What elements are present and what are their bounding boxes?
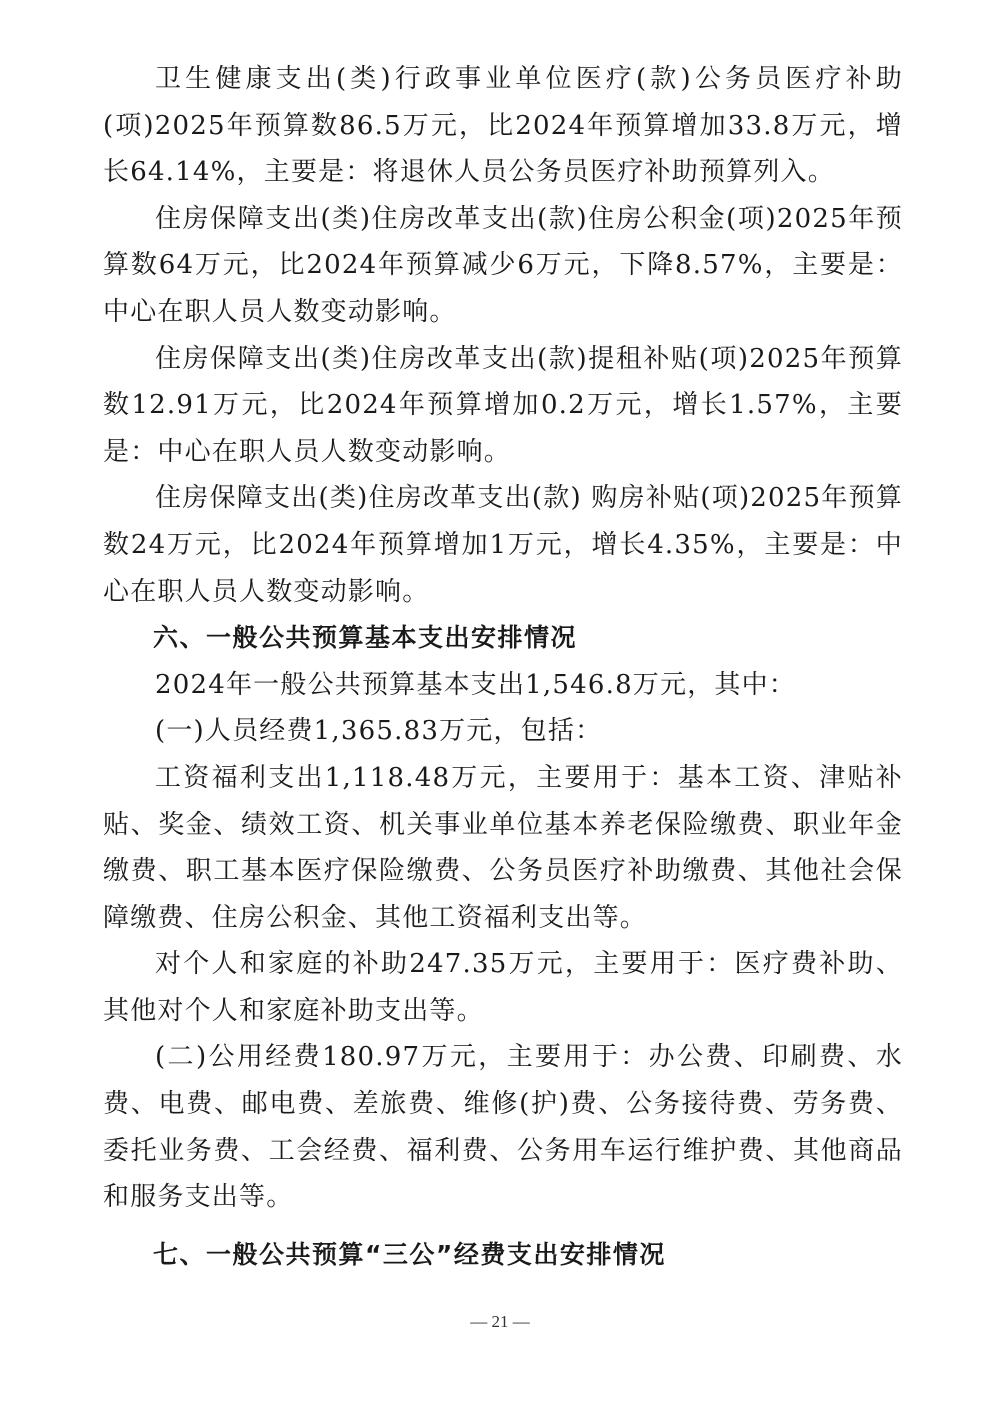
paragraph-public-expenses: (二)公用经费180.97万元，主要用于：办公费、印刷费、水费、电费、邮电费、差旅费、维修(护)费、公务接待费、劳务费、委托业务费、工会经费、福利费、公务用车运行维护费、其他商品和服务支出等。 bbox=[103, 1042, 903, 1213]
paragraph-basic-expenditure-total: 2024年一般公共预算基本支出1,546.8万元，其中： bbox=[155, 669, 797, 700]
paragraph-housing-fund: 住房保障支出(类)住房改革支出(款)住房公积金(项)2025年预算数64万元，比2024年预算减少6万元，下降8.57%，主要是：中心在职人员人数变动影响。 bbox=[103, 203, 903, 327]
paragraph-household-subsidy: 对个人和家庭的补助247.35万元，主要用于：医疗费补助、其他对个人和家庭补助支出等。 bbox=[103, 949, 903, 1026]
paragraph-personnel-expenses: (一)人员经费1,365.83万元，包括： bbox=[155, 716, 603, 747]
paragraph-wages-welfare: 工资福利支出1,118.48万元，主要用于：基本工资、津贴补贴、奖金、绩效工资、机关事业单位基本养老保险缴费、职业年金缴费、职工基本医疗保险缴费、公务员医疗补助缴费、其他社会保障缴费、住房公积金、其他工资福利支出等。 bbox=[103, 762, 903, 933]
paragraph-housing-purchase-subsidy: 住房保障支出(类)住房改革支出(款) 购房补贴(项)2025年预算数24万元，比2024年预算增加1万元，增长4.35%，主要是：中心在职人员人数变动影响。 bbox=[103, 483, 903, 607]
section-heading-basic-expenditure: 六、一般公共预算基本支出安排情况 bbox=[153, 623, 578, 653]
paragraph-medical-subsidy: 卫生健康支出(类)行政事业单位医疗(款)公务员医疗补助(项)2025年预算数86.5万元，比2024年预算增加33.8万元，增长64.14%，主要是：将退休人员公务员医疗补助预算列入。 bbox=[103, 64, 903, 188]
paragraph-rent-subsidy: 住房保障支出(类)住房改革支出(款)提租补贴(项)2025年预算数12.91万元，比2024年预算增加0.2万元，增长1.57%，主要是：中心在职人员人数变动影响。 bbox=[103, 343, 903, 467]
page-number: — 21 — bbox=[470, 1312, 530, 1331]
document-body bbox=[103, 56, 903, 1278]
section-heading-three-public-expenses: 七、一般公共预算“三公”经费支出安排情况 bbox=[153, 1239, 666, 1269]
